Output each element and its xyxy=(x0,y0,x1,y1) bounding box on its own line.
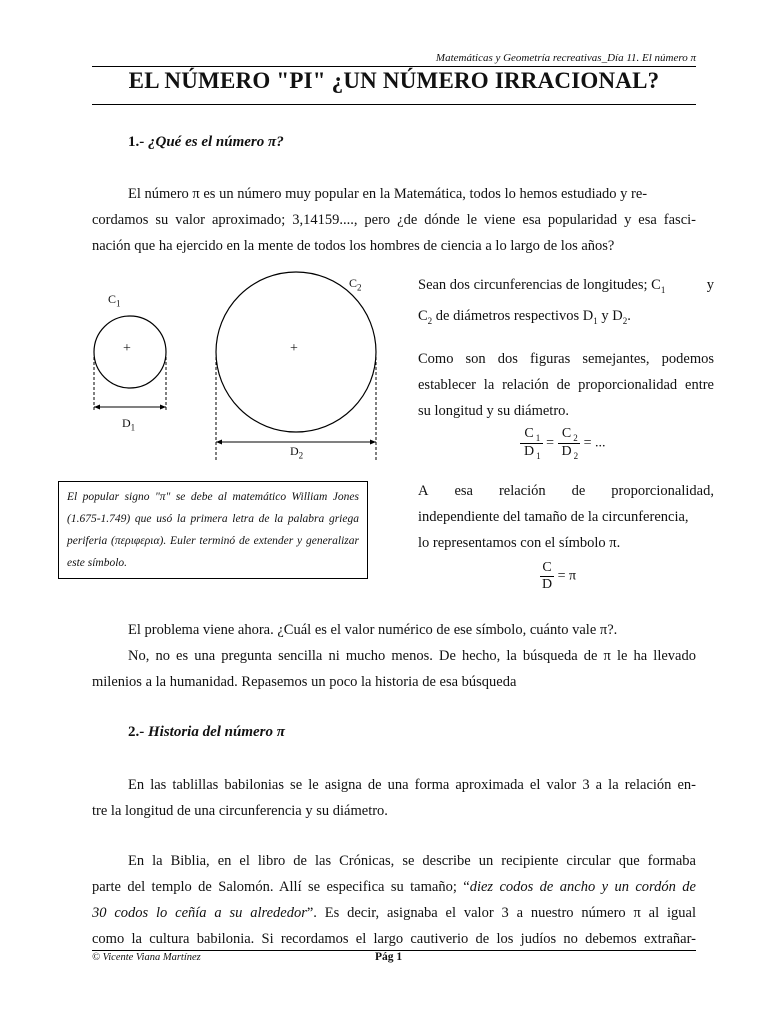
intro-line-1: El número π es un número muy popular en la Matemática, todos lo hemos estudiado y re- xyxy=(128,186,648,202)
header-rule xyxy=(92,66,696,67)
pi-definition-equation: $\frac{C}{D}$ = π xyxy=(542,560,577,592)
d2-arrowhead-right xyxy=(370,440,376,445)
section-1-title: ¿Qué es el número π? xyxy=(148,134,284,150)
right-column-para-1: Sean dos circunferencias de longitudes; $C_1$ y $C_2$ de diámetros respectivos $D_1$ y $D_2$. xyxy=(418,277,714,326)
section-2-heading xyxy=(128,724,285,741)
section-2-number: 2.- xyxy=(128,724,145,740)
d1-arrowhead-right xyxy=(160,405,166,410)
pi-symbol-note-box: El popular signo "π" se debe al matemático William Jones (1.675-1.749) que usó la primera letra de la palabra griega periferia (περιφερια). Euler terminó de extender y generalizar este símbolo. xyxy=(58,481,368,579)
section-1-heading xyxy=(128,134,284,151)
running-header: Matemáticas y Geometría recreativas_Día 11. El número π xyxy=(435,52,696,64)
right-column-para-2: Como son dos figuras semejantes, podemos establecer la relación de proporcionalidad entre su longitud y su diámetro. xyxy=(418,351,714,419)
footer-author: © Vicente Viana Martínez xyxy=(92,952,201,963)
d1-arrowhead-left xyxy=(94,405,100,410)
page-number: Pág 1 xyxy=(375,951,403,963)
d1-label: $D_1$ xyxy=(122,416,136,433)
intro-paragraph xyxy=(92,181,696,259)
d2-arrowhead-left xyxy=(216,440,222,445)
babylon-paragraph: En las tablillas babilonias se le asigna de una forma aproximada el valor 3 a la relación en- tre la longitud de una circunferencia y su diámetro. xyxy=(92,777,696,819)
c1-label: $C_1$ xyxy=(108,292,121,309)
intro-line-2: cordamos su valor aproximado; 3,14159...., pero ¿de dónde le viene esa popularidad y esa fasci- xyxy=(92,212,696,228)
right-column-para-3: A esa relación de proporcionalidad, independiente del tamaño de la circunferencia, lo representamos con el símbolo π. xyxy=(418,483,714,551)
d2-label: $D_2$ xyxy=(290,444,304,461)
page-title: EL NÚMERO "PI" ¿UN NÚMERO IRRACIONAL? xyxy=(128,68,660,93)
c2-label: $C_2$ xyxy=(349,276,362,293)
title-rule xyxy=(92,104,696,105)
section-2-title: Historia del número π xyxy=(148,724,285,740)
intro-line-3: nación que ha ejercido en la mente de todos los hombres de ciencia a lo largo de los años? xyxy=(92,238,615,254)
section-1-number: 1.- xyxy=(128,134,145,150)
problem-paragraph: El problema viene ahora. ¿Cuál es el valor numérico de ese símbolo, cuánto vale π?. No, no es una pregunta sencilla ni mucho menos. De hecho, la búsqueda de π le ha llevado milenios a la humanidad. Repasemos un poco la historia de esa búsqueda xyxy=(92,622,696,690)
c2-center-mark: + xyxy=(290,341,298,356)
proportion-equation: $\frac{C _1}{D _1}$ = $\frac{C _2}{D _2}$ = ... xyxy=(520,426,606,461)
bible-paragraph: En la Biblia, en el libro de las Crónicas, se describe un recipiente circular que formaba parte del templo de Salomón. Allí se especifica su tamaño; “diez codos de ancho y un cordón de 30 codos lo ceñía a su alrededor”. Es decir, asignaba el valor 3 a nuestro número π al igual como la cultura babilonia. Si recordamos el largo cautiverio de los judíos no debemos extrañar- xyxy=(92,853,696,947)
c1-center-mark: + xyxy=(123,341,131,356)
